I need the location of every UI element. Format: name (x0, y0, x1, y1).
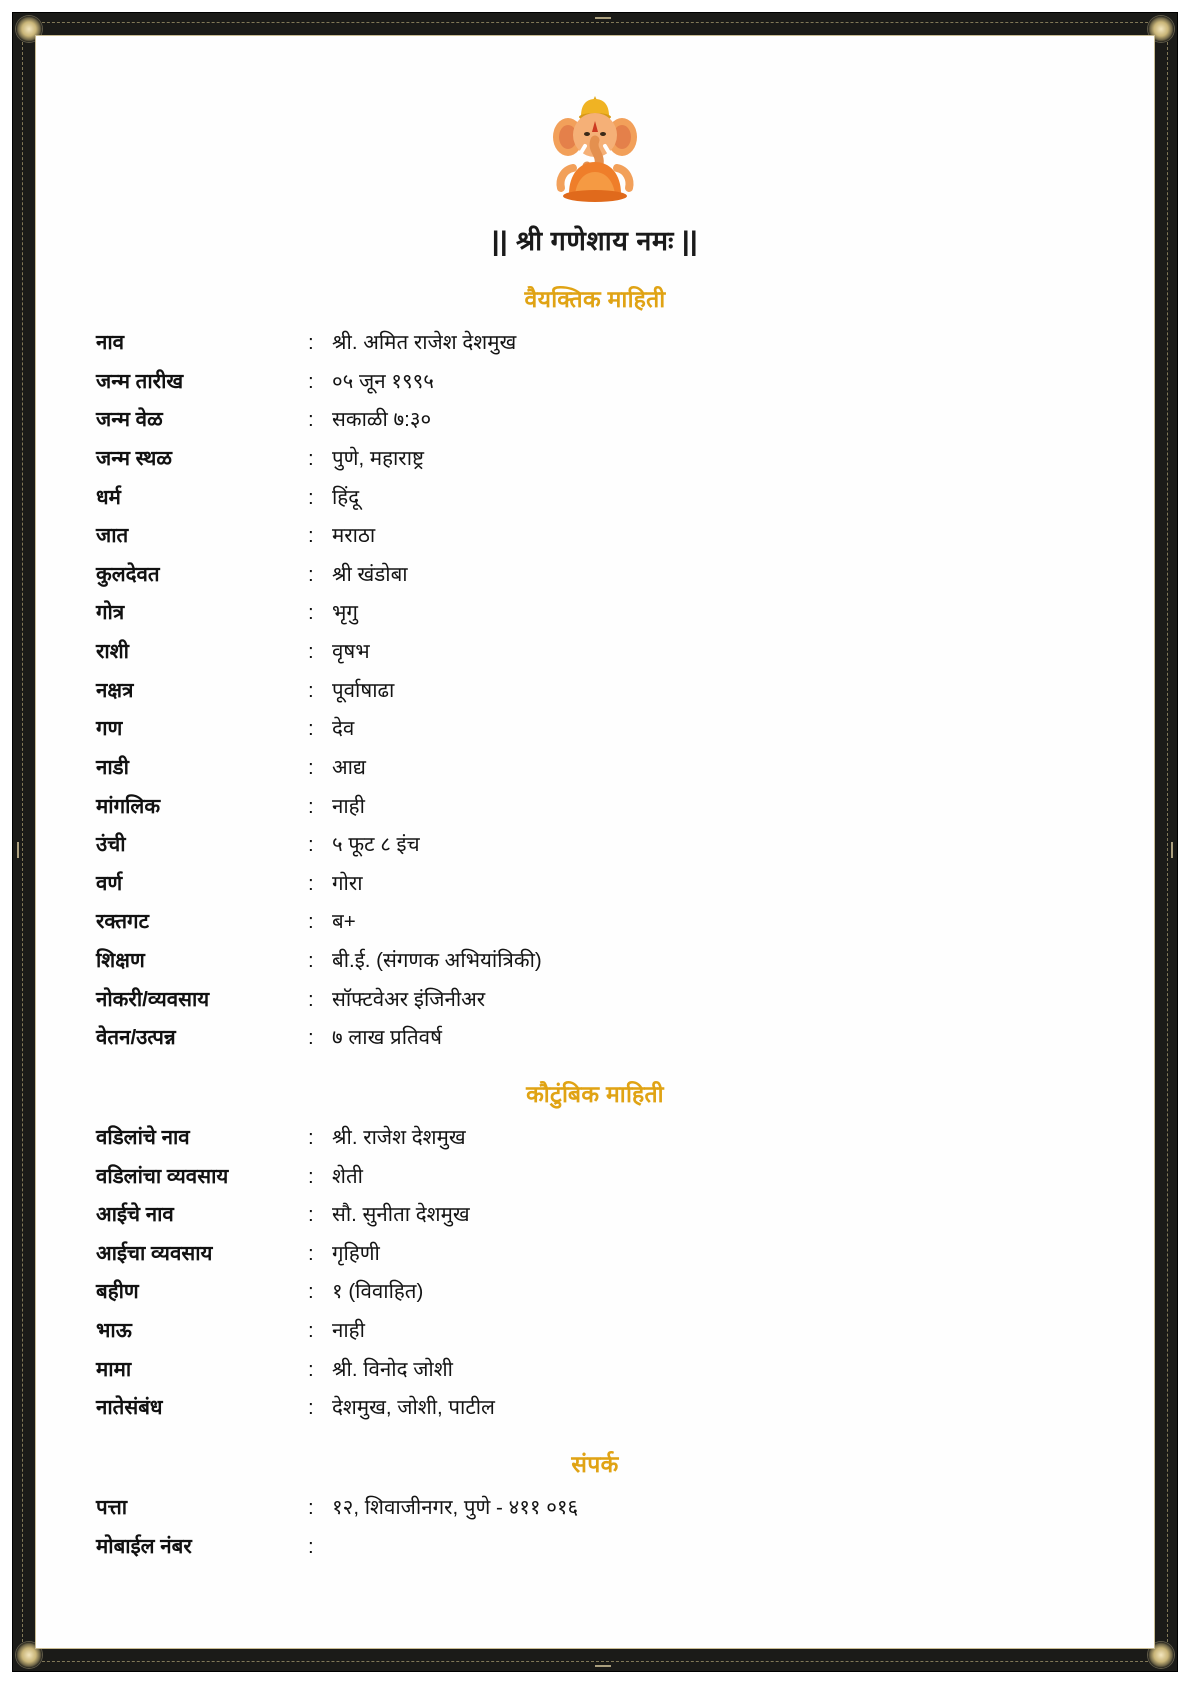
detail-label: नातेसंबंध (96, 1396, 163, 1420)
frame-tick-icon (1171, 842, 1173, 858)
detail-row (96, 678, 1094, 704)
detail-label: जन्म वेळ (96, 408, 163, 432)
detail-row (96, 485, 1094, 511)
detail-row (96, 1318, 1094, 1344)
frame-tick-icon (595, 17, 611, 19)
detail-separator: : (308, 1319, 314, 1342)
detail-row (96, 1495, 1094, 1521)
detail-separator: : (308, 1495, 314, 1519)
detail-label: बहीण (96, 1280, 139, 1304)
detail-separator: : (308, 1125, 314, 1149)
detail-separator: : (308, 331, 314, 354)
detail-label: नोकरी/व्यवसाय (96, 987, 210, 1011)
detail-value: पुणे, महाराष्ट्र (332, 446, 424, 470)
detail-row (96, 369, 1094, 395)
detail-value: श्री. विनोद जोशी (332, 1357, 453, 1381)
detail-separator: : (308, 1164, 314, 1188)
detail-separator: : (308, 408, 314, 432)
detail-value: नाही (332, 1319, 365, 1342)
deity-image-wrap (96, 90, 1094, 211)
detail-value: श्री खंडोबा (332, 562, 408, 586)
detail-separator: : (308, 1396, 314, 1420)
detail-label: वर्ण (96, 871, 123, 895)
detail-label: उंची (96, 833, 126, 857)
detail-label: जात (96, 524, 129, 548)
detail-separator: : (308, 1241, 314, 1265)
section-title-family: कौटुंबिक माहिती (526, 1080, 664, 1107)
detail-value: नाही (332, 794, 365, 818)
detail-label: आईचा व्यवसाय (96, 1241, 213, 1265)
detail-row (96, 909, 1094, 935)
detail-row (96, 1164, 1094, 1190)
detail-label: भाऊ (96, 1319, 132, 1342)
detail-value: सकाळी ७:३० (332, 408, 432, 432)
detail-label: धर्म (96, 485, 121, 509)
detail-row (96, 716, 1094, 742)
detail-value: ०५ जून १९९५ (332, 369, 434, 393)
detail-separator: : (308, 717, 314, 741)
detail-row (96, 407, 1094, 433)
detail-value: श्री. अमित राजेश देशमुख (332, 331, 517, 354)
detail-value: बी.ई. (संगणक अभियांत्रिकी) (332, 949, 542, 972)
detail-row (96, 987, 1094, 1013)
detail-label: जन्म तारीख (96, 369, 184, 393)
detail-label: मांगलिक (96, 794, 161, 818)
detail-value: ५ फूट ८ इंच (332, 833, 420, 857)
document-canvas (35, 35, 1155, 1649)
detail-row (96, 1125, 1094, 1151)
detail-separator: : (308, 794, 314, 818)
detail-separator: : (308, 678, 314, 702)
detail-value: वृषभ (332, 640, 370, 663)
invocation-text: || श्री गणेशाय नमः || (491, 226, 699, 256)
detail-separator: : (308, 910, 314, 934)
decorative-outer-frame (12, 12, 1178, 1672)
detail-row (96, 446, 1094, 472)
detail-label: वडिलांचा व्यवसाय (96, 1164, 229, 1188)
detail-separator: : (308, 833, 314, 857)
detail-label: नाव (96, 331, 125, 354)
detail-value: गृहिणी (332, 1241, 380, 1265)
detail-separator: : (308, 1357, 314, 1381)
detail-label: पत्ता (96, 1495, 128, 1519)
detail-separator: : (308, 1203, 314, 1227)
detail-value: देव (332, 717, 355, 741)
frame-tick-icon (17, 842, 19, 858)
detail-separator: : (308, 755, 314, 779)
detail-label: जन्म स्थळ (96, 446, 172, 470)
detail-separator: : (308, 1280, 314, 1304)
ganesha-icon (535, 90, 655, 206)
detail-separator: : (308, 562, 314, 586)
detail-row (96, 948, 1094, 974)
detail-label: शिक्षण (96, 949, 145, 972)
detail-row (96, 1395, 1094, 1421)
detail-row (96, 1025, 1094, 1051)
detail-separator: : (308, 369, 314, 393)
detail-row (96, 523, 1094, 549)
section-title-personal: वैयक्तिक माहिती (524, 286, 666, 312)
frame-tick-icon (595, 1665, 611, 1667)
detail-separator: : (308, 1026, 314, 1050)
detail-row (96, 871, 1094, 897)
detail-separator: : (308, 871, 314, 895)
detail-separator: : (308, 601, 314, 625)
detail-separator: : (308, 485, 314, 509)
detail-value: श्री. राजेश देशमुख (332, 1125, 466, 1149)
detail-row (96, 1202, 1094, 1228)
detail-value: हिंदू (332, 485, 360, 509)
detail-value: ब+ (332, 910, 356, 934)
detail-value: गोरा (332, 871, 363, 895)
detail-row (96, 330, 1094, 356)
detail-separator: : (308, 524, 314, 548)
detail-label: आईचे नाव (96, 1203, 174, 1227)
detail-row (96, 1279, 1094, 1305)
section-personal-rows (96, 330, 1094, 1051)
detail-label: कुलदेवत (96, 562, 160, 586)
detail-value: देशमुख, जोशी, पाटील (332, 1396, 495, 1420)
detail-row (96, 1534, 1094, 1560)
detail-label: मोबाईल नंबर (96, 1534, 192, 1558)
detail-label: नाडी (96, 755, 129, 779)
document-content (36, 36, 1154, 1648)
detail-label: रक्तगट (96, 910, 149, 934)
section-family-rows (96, 1125, 1094, 1421)
detail-row (96, 639, 1094, 665)
detail-separator: : (308, 446, 314, 470)
detail-separator: : (308, 1534, 314, 1558)
detail-row (96, 832, 1094, 858)
detail-row (96, 1357, 1094, 1383)
detail-label: नक्षत्र (96, 678, 134, 702)
detail-value: आद्य (332, 755, 366, 779)
detail-row (96, 562, 1094, 588)
section-contact-rows (96, 1495, 1094, 1559)
detail-label: वडिलांचे नाव (96, 1125, 190, 1149)
detail-value: १ (विवाहित) (332, 1280, 424, 1304)
detail-value: ७ लाख प्रतिवर्ष (332, 1026, 442, 1050)
detail-value: शेती (332, 1164, 363, 1188)
detail-value: भृगु (332, 601, 358, 625)
detail-row (96, 794, 1094, 820)
detail-label: राशी (96, 640, 129, 663)
detail-row (96, 600, 1094, 626)
detail-value: मराठा (332, 524, 376, 548)
detail-label: वेतन/उत्पन्न (96, 1026, 176, 1050)
detail-label: गण (96, 717, 123, 741)
detail-label: मामा (96, 1357, 132, 1381)
detail-value: सॉफ्टवेअर इंजिनीअर (332, 987, 486, 1011)
detail-value: सौ. सुनीता देशमुख (332, 1203, 470, 1227)
detail-separator: : (308, 949, 314, 972)
detail-value: पूर्वाषाढा (332, 678, 395, 702)
detail-row (96, 1241, 1094, 1267)
section-title-contact: संपर्क (571, 1450, 619, 1477)
detail-separator: : (308, 640, 314, 663)
detail-label: गोत्र (96, 601, 125, 625)
detail-separator: : (308, 987, 314, 1011)
detail-value: १२, शिवाजीनगर, पुणे - ४११ ०१६ (332, 1495, 579, 1519)
detail-row (96, 755, 1094, 781)
